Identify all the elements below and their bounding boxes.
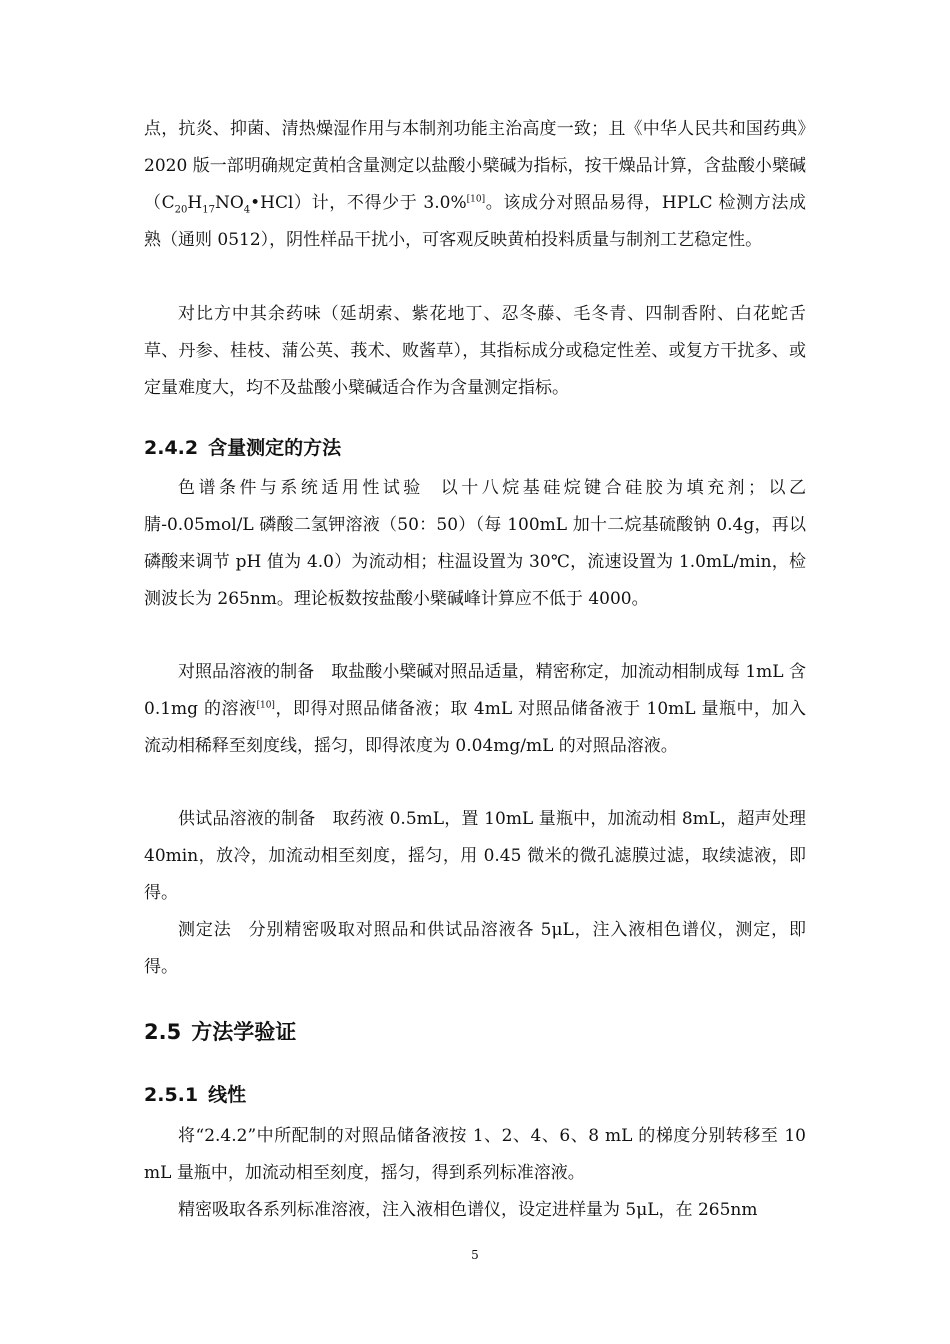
- section-heading-2-4-2: [144, 433, 341, 460]
- subscript: 4: [243, 204, 251, 216]
- paragraph-reference-solution: [144, 654, 806, 765]
- section-title: 方法学验证: [191, 1020, 297, 1044]
- section-title: 含量测定的方法: [208, 437, 342, 459]
- text-run: ，即得对照品储备液；取 4mL 对照品储备液于 10mL 量瓶中，加入流动相稀释至刻度线，摇匀，即得浓度为 0.04mg/mL 的对照品溶液。: [144, 699, 806, 756]
- text-run: 取盐酸小檗碱对照品适量，精密称定，加流动相制成每 1mL 含 0.1mg 的溶液: [144, 662, 806, 719]
- paragraph-test-solution: [144, 801, 806, 912]
- section-heading-2-5-1: [144, 1080, 246, 1107]
- text-run: •HCl）计，不得少于 3.0%: [250, 193, 467, 213]
- section-number: 2.5: [144, 1020, 182, 1044]
- text-run: 以十八烷基硅烷键合硅胶为填充剂；以乙腈-0.05mol/L 磷酸二氢钾溶液（50：50）（每 100mL 加十二烷基硫酸钠 0.4g，再以磷酸来调节 pH 值为 4.0）为流动相；柱温设置为 30℃，流速设置为 1.0mL/min，检测波长为 265nm。理论板数按盐酸小檗碱峰计算应不低于 4000。: [144, 478, 807, 609]
- subscript: 20: [174, 204, 188, 216]
- section-title: 线性: [208, 1084, 247, 1106]
- paragraph-assay-method: [144, 912, 806, 986]
- paragraph-linearity-injection: 精密吸取各系列标准溶液，注入液相色谱仪，设定进样量为 5μL，在 265nm: [178, 1200, 758, 1220]
- paragraph-linearity-standards: 将“2.4.2”中所配制的对照品储备液按 1、2、4、6、8 mL 的梯度分别转移至 10 mL 量瓶中，加流动相至刻度，摇匀，得到系列标准溶液。: [144, 1126, 806, 1183]
- text-run: 点，抗炎、抑菌、清热燥湿作用与本制剂功能主治高度一致；且《中华人民共和国药典》2020 版一部明确规定黄柏含量测定以盐酸小檗碱为指标，按干燥品计算，含盐酸小檗碱（C: [144, 119, 806, 213]
- paragraph-other-herbs: 对比方中其余药味（延胡索、紫花地丁、忍冬藤、毛冬青、四制香附、白花蛇舌草、丹参、桂枝、蒲公英、莪术、败酱草），其指标成分或稳定性差、或复方干扰多、或定量难度大，均不及盐酸小檗碱适合作为含量测定指标。: [144, 304, 806, 398]
- paragraph-berberine-rationale: [144, 111, 806, 259]
- text-run: H: [187, 193, 203, 213]
- citation-ref: [10]: [256, 700, 275, 711]
- text-run: 取药液 0.5mL，置 10mL 量瓶中，加流动相 8mL，超声处理 40min，放冷，加流动相至刻度，摇匀，用 0.45 微米的微孔滤膜过滤，取续滤液，即得。: [144, 809, 807, 903]
- citation-ref: [10]: [466, 194, 486, 205]
- text-run: 分别精密吸取对照品和供试品溶液各 5μL，注入液相色谱仪，测定，即得。: [144, 920, 807, 977]
- paragraph-lead-label: 色谱条件与系统适用性试验: [178, 478, 424, 498]
- text-run: NO: [214, 193, 244, 213]
- text-run: 。该成分对照品易得，HPLC 检测方法成熟（通则 0512），阴性样品干扰小，可客观反映黄柏投料质量与制剂工艺稳定性。: [144, 193, 806, 250]
- subscript: 17: [202, 204, 215, 216]
- paragraph-lead-label: 对照品溶液的制备: [178, 662, 315, 682]
- paragraph-chromatographic-conditions: [144, 470, 806, 618]
- paragraph-lead-label: 供试品溶液的制备: [178, 809, 316, 829]
- section-number: 2.5.1: [144, 1084, 199, 1106]
- section-heading-2-5: [144, 1016, 296, 1046]
- page-number: 5: [471, 1248, 479, 1262]
- section-number: 2.4.2: [144, 437, 199, 459]
- paragraph-lead-label: 测定法: [178, 920, 232, 940]
